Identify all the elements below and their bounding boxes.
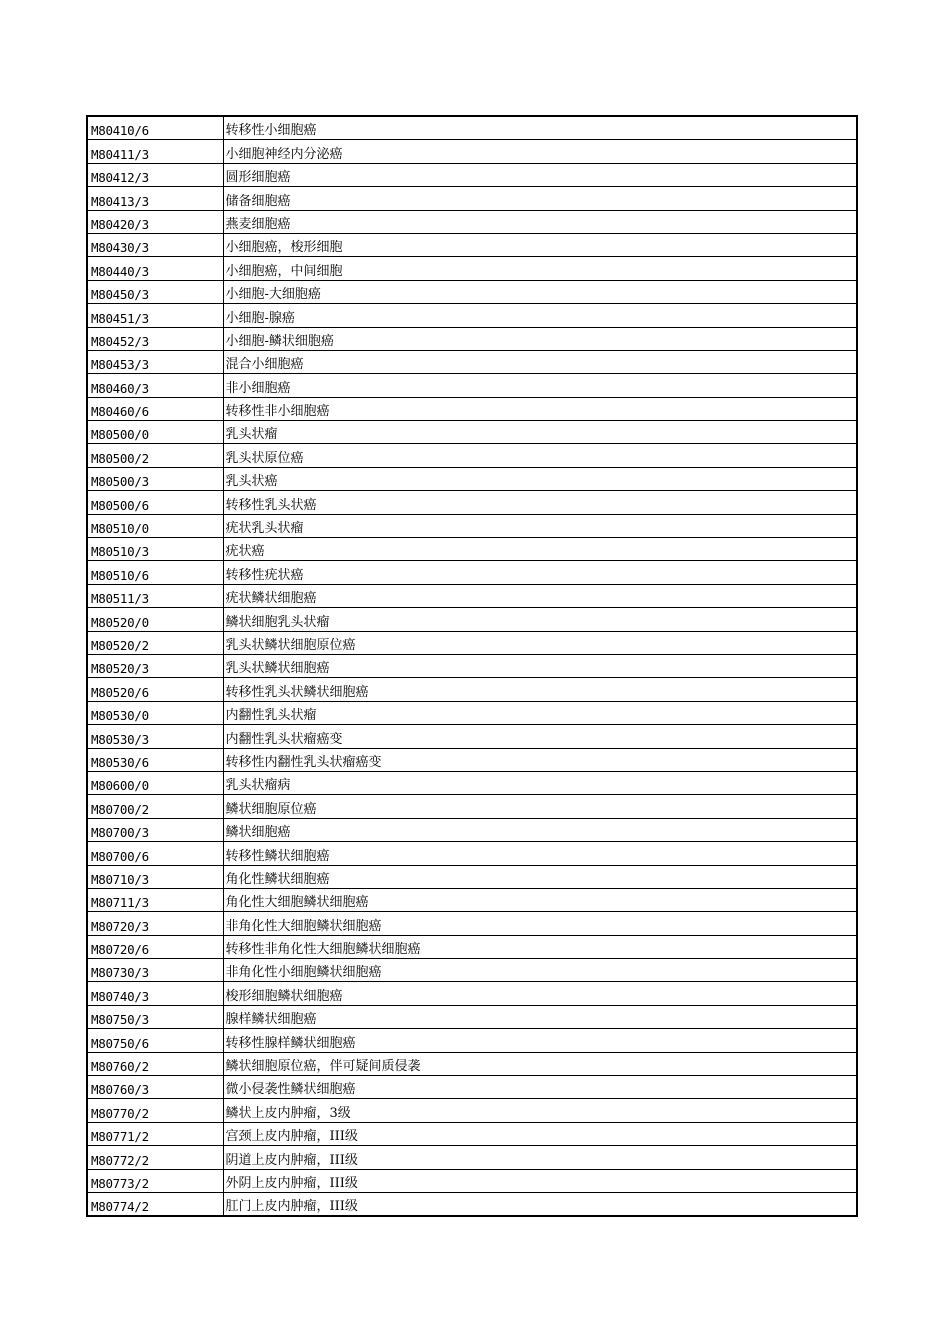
code-cell: M80700/6: [87, 842, 223, 865]
table-row: [87, 1146, 857, 1169]
name-cell: 转移性乳头状癌: [223, 491, 857, 514]
code-cell: M80520/2: [87, 631, 223, 654]
table-row: [87, 959, 857, 982]
table-row: [87, 233, 857, 256]
table-row: [87, 1005, 857, 1028]
code-cell: M80460/6: [87, 397, 223, 420]
name-cell: 微小侵袭性鳞状细胞癌: [223, 1076, 857, 1099]
code-cell: M80711/3: [87, 888, 223, 911]
table-row: [87, 187, 857, 210]
name-cell: 内翻性乳头状瘤: [223, 701, 857, 724]
table-row: [87, 397, 857, 420]
code-cell: M80500/2: [87, 444, 223, 467]
code-cell: M80510/3: [87, 538, 223, 561]
table-row: [87, 327, 857, 350]
name-cell: 鳞状细胞原位癌，伴可疑间质侵袭: [223, 1052, 857, 1075]
code-cell: M80530/6: [87, 748, 223, 771]
table-row: [87, 116, 857, 140]
code-cell: M80520/0: [87, 608, 223, 631]
code-cell: M80411/3: [87, 140, 223, 163]
table-row: [87, 935, 857, 958]
table-row: [87, 1029, 857, 1052]
table-row: [87, 140, 857, 163]
code-cell: M80520/3: [87, 654, 223, 677]
table-row: [87, 491, 857, 514]
name-cell: 鳞状细胞癌: [223, 818, 857, 841]
table-row: [87, 584, 857, 607]
table-row: [87, 1169, 857, 1192]
code-cell: M80452/3: [87, 327, 223, 350]
table-row: [87, 1192, 857, 1216]
table-row: [87, 888, 857, 911]
table-row: [87, 514, 857, 537]
name-cell: 混合小细胞癌: [223, 350, 857, 373]
name-cell: 角化性鳞状细胞癌: [223, 865, 857, 888]
code-cell: M80730/3: [87, 959, 223, 982]
name-cell: 非小细胞癌: [223, 374, 857, 397]
table-row: [87, 654, 857, 677]
table-row: [87, 163, 857, 186]
code-cell: M80760/3: [87, 1076, 223, 1099]
code-cell: M80774/2: [87, 1192, 223, 1216]
table-row: [87, 374, 857, 397]
code-cell: M80520/6: [87, 678, 223, 701]
name-cell: 腺样鳞状细胞癌: [223, 1005, 857, 1028]
code-table-body: [87, 116, 857, 1216]
code-cell: M80750/6: [87, 1029, 223, 1052]
code-cell: M80700/2: [87, 795, 223, 818]
code-cell: M80600/0: [87, 771, 223, 794]
table-row: [87, 421, 857, 444]
name-cell: 转移性疣状癌: [223, 561, 857, 584]
table-row: [87, 701, 857, 724]
name-cell: 燕麦细胞癌: [223, 210, 857, 233]
table-row: [87, 350, 857, 373]
code-cell: M80450/3: [87, 280, 223, 303]
name-cell: 储备细胞癌: [223, 187, 857, 210]
table-row: [87, 725, 857, 748]
code-cell: M80530/0: [87, 701, 223, 724]
table-row: [87, 912, 857, 935]
table-row: [87, 1122, 857, 1145]
name-cell: 疣状乳头状瘤: [223, 514, 857, 537]
name-cell: 乳头状鳞状细胞癌: [223, 654, 857, 677]
table-row: [87, 795, 857, 818]
code-cell: M80720/3: [87, 912, 223, 935]
code-cell: M80440/3: [87, 257, 223, 280]
name-cell: 梭形细胞鳞状细胞癌: [223, 982, 857, 1005]
table-row: [87, 467, 857, 490]
code-cell: M80771/2: [87, 1122, 223, 1145]
table-row: [87, 982, 857, 1005]
name-cell: 小细胞癌，梭形细胞: [223, 233, 857, 256]
code-cell: M80770/2: [87, 1099, 223, 1122]
code-cell: M80710/3: [87, 865, 223, 888]
code-table: [86, 115, 858, 1217]
code-cell: M80453/3: [87, 350, 223, 373]
code-cell: M80720/6: [87, 935, 223, 958]
name-cell: 小细胞-腺癌: [223, 304, 857, 327]
table-row: [87, 257, 857, 280]
code-cell: M80430/3: [87, 233, 223, 256]
name-cell: 非角化性小细胞鳞状细胞癌: [223, 959, 857, 982]
name-cell: 小细胞神经内分泌癌: [223, 140, 857, 163]
name-cell: 圆形细胞癌: [223, 163, 857, 186]
table-row: [87, 210, 857, 233]
table-row: [87, 538, 857, 561]
name-cell: 肛门上皮内肿瘤，III级: [223, 1192, 857, 1216]
code-cell: M80760/2: [87, 1052, 223, 1075]
name-cell: 转移性内翻性乳头状瘤癌变: [223, 748, 857, 771]
table-row: [87, 631, 857, 654]
name-cell: 乳头状癌: [223, 467, 857, 490]
code-cell: M80750/3: [87, 1005, 223, 1028]
code-cell: M80413/3: [87, 187, 223, 210]
table-row: [87, 608, 857, 631]
table-row: [87, 865, 857, 888]
code-cell: M80510/6: [87, 561, 223, 584]
table-row: [87, 842, 857, 865]
name-cell: 小细胞癌，中间细胞: [223, 257, 857, 280]
name-cell: 鳞状上皮内肿瘤，3级: [223, 1099, 857, 1122]
table-row: [87, 678, 857, 701]
name-cell: 转移性小细胞癌: [223, 116, 857, 140]
name-cell: 转移性非角化性大细胞鳞状细胞癌: [223, 935, 857, 958]
table-row: [87, 1099, 857, 1122]
table-row: [87, 1076, 857, 1099]
table-row: [87, 818, 857, 841]
name-cell: 疣状鳞状细胞癌: [223, 584, 857, 607]
name-cell: 角化性大细胞鳞状细胞癌: [223, 888, 857, 911]
code-cell: M80460/3: [87, 374, 223, 397]
name-cell: 阴道上皮内肿瘤，III级: [223, 1146, 857, 1169]
name-cell: 鳞状细胞原位癌: [223, 795, 857, 818]
code-cell: M80500/6: [87, 491, 223, 514]
name-cell: 内翻性乳头状瘤癌变: [223, 725, 857, 748]
name-cell: 乳头状瘤: [223, 421, 857, 444]
name-cell: 非角化性大细胞鳞状细胞癌: [223, 912, 857, 935]
name-cell: 转移性非小细胞癌: [223, 397, 857, 420]
code-cell: M80700/3: [87, 818, 223, 841]
table-row: [87, 748, 857, 771]
name-cell: 转移性鳞状细胞癌: [223, 842, 857, 865]
name-cell: 宫颈上皮内肿瘤，III级: [223, 1122, 857, 1145]
name-cell: 转移性腺样鳞状细胞癌: [223, 1029, 857, 1052]
name-cell: 小细胞-大细胞癌: [223, 280, 857, 303]
code-cell: M80410/6: [87, 116, 223, 140]
code-cell: M80412/3: [87, 163, 223, 186]
name-cell: 乳头状原位癌: [223, 444, 857, 467]
table-row: [87, 444, 857, 467]
table-row: [87, 1052, 857, 1075]
table-row: [87, 771, 857, 794]
code-cell: M80420/3: [87, 210, 223, 233]
table-row: [87, 304, 857, 327]
name-cell: 乳头状瘤病: [223, 771, 857, 794]
code-cell: M80510/0: [87, 514, 223, 537]
code-cell: M80511/3: [87, 584, 223, 607]
code-cell: M80451/3: [87, 304, 223, 327]
table-row: [87, 561, 857, 584]
code-cell: M80772/2: [87, 1146, 223, 1169]
code-cell: M80500/0: [87, 421, 223, 444]
name-cell: 小细胞-鳞状细胞癌: [223, 327, 857, 350]
name-cell: 疣状癌: [223, 538, 857, 561]
table-row: [87, 280, 857, 303]
code-cell: M80773/2: [87, 1169, 223, 1192]
code-cell: M80740/3: [87, 982, 223, 1005]
name-cell: 鳞状细胞乳头状瘤: [223, 608, 857, 631]
name-cell: 乳头状鳞状细胞原位癌: [223, 631, 857, 654]
code-cell: M80530/3: [87, 725, 223, 748]
name-cell: 外阴上皮内肿瘤，III级: [223, 1169, 857, 1192]
name-cell: 转移性乳头状鳞状细胞癌: [223, 678, 857, 701]
code-cell: M80500/3: [87, 467, 223, 490]
